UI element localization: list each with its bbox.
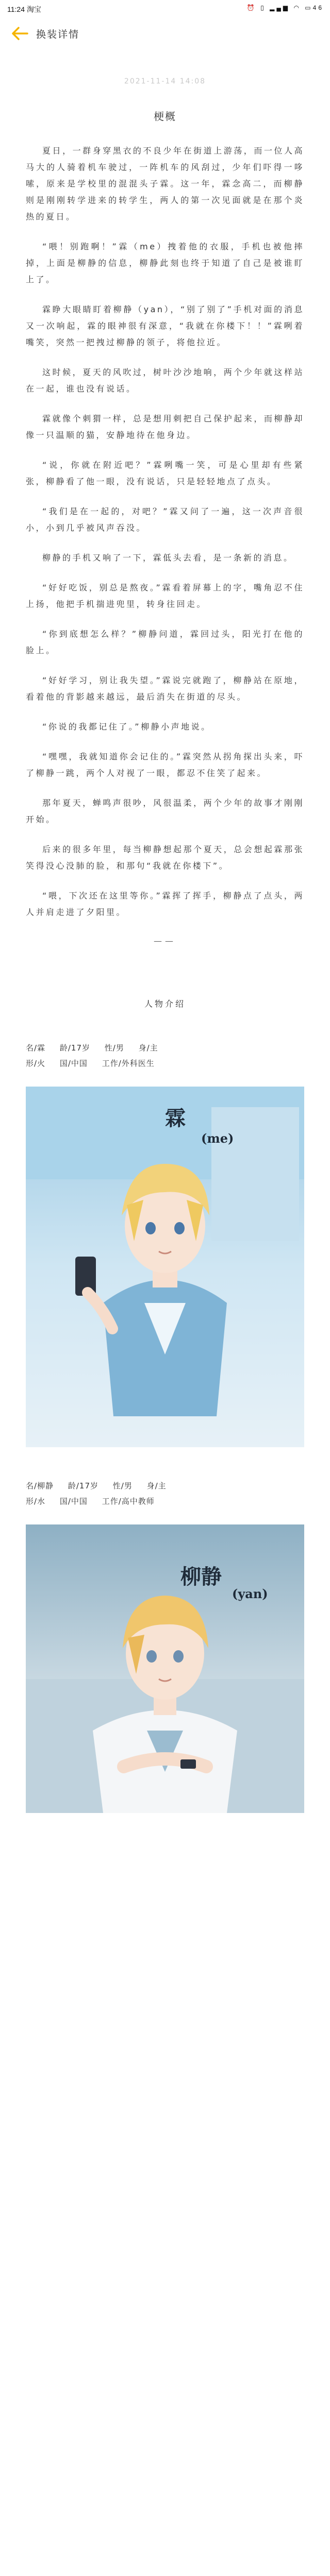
article-date: 2021-11-14 14:08 <box>124 77 206 86</box>
character-illustration <box>26 1087 304 1447</box>
character-portrait[interactable] <box>26 1087 304 1447</box>
status-icons <box>247 4 324 11</box>
page-title: 换装详情 <box>36 29 80 40</box>
paragraph: “你说的我都记住了。”柳静小声地说。 <box>42 722 211 732</box>
nav-bar <box>0 19 330 47</box>
character-art-name: 柳静 <box>180 1565 222 1589</box>
character-info <box>26 1040 304 1071</box>
character-detail-row: 形/水 国/中国 工作/高中教师 <box>26 1497 155 1506</box>
article-title: 梗概 <box>154 110 176 123</box>
back-arrow-icon[interactable] <box>11 26 29 41</box>
paragraph: “你到底想怎么样？”柳静问道，霖回过头，阳光打在他的脸上。 <box>26 629 304 655</box>
characters-heading: 人物介绍 <box>144 999 186 1009</box>
character-info <box>26 1478 304 1509</box>
paragraph: “喂，下次还在这里等你。”霖挥了挥手，柳静点了点头，两人并肩走进了夕阳里。 <box>26 891 304 917</box>
battery-icon: ▭46 <box>305 4 324 11</box>
status-time: 11:24 淘宝 <box>7 5 41 13</box>
signal-icon: ▂▄▆ <box>270 4 290 11</box>
paragraph: 那年夏天，蝉鸣声很吵，风很温柔，两个少年的故事才刚刚开始。 <box>26 798 304 824</box>
paragraph: 霖睁大眼睛盯着柳静（yan），“别了别了”手机对面的消息又一次响起，霖的眼神很有深意，“我就在你楼下！！”霖咧着嘴笑，突然一把拽过柳静的领子，将他拉近。 <box>26 304 304 347</box>
alarm-icon: ⏰ <box>246 4 257 11</box>
character-art-en: (yan) <box>232 1586 268 1601</box>
paragraph: “我们是在一起的，对吧？”霖又问了一遍，这一次声音很小，小到几乎被风声吞没。 <box>26 506 304 533</box>
paragraph: “喂！别跑啊！”霖（me）拽着他的衣服，手机也被他摔掉，上面是柳静的信息，柳静此刻也终于知道了自己是被谁盯上了。 <box>26 242 304 284</box>
status-bar <box>0 0 330 16</box>
character-name-row: 名/柳静 龄/17岁 性/男 身/主 <box>26 1481 167 1490</box>
paragraph: 后来的很多年里，每当柳静想起那个夏天，总会想起霖那张笑得没心没肺的脸，和那句“我就在你楼下”。 <box>26 844 304 871</box>
wifi-icon: ◠ <box>293 4 301 11</box>
paragraph: 这时候，夏天的风吹过，树叶沙沙地响，两个少年就这样站在一起，谁也没有说话。 <box>26 367 304 394</box>
paragraph: 夏日，一群身穿黑衣的不良少年在街道上游荡，而一位人高马大的人骑着机车驶过，一阵机车的风刮过，少年们吓得一哆嗦，原来是学校里的混混头子霖。这一年，霖念高二，而柳静则是刚刚转学进来的转学生，两人的第一次见面就是在那个炎热的夏日。 <box>26 146 304 222</box>
character-name-row: 名/霖 龄/17岁 性/男 身/主 <box>26 1043 158 1053</box>
paragraph: “嘿嘿，我就知道你会记住的。”霖突然从拐角探出头来，吓了柳静一跳，两个人对视了一眼，都忍不住笑了起来。 <box>26 752 304 778</box>
character-portrait[interactable] <box>26 1524 304 1813</box>
paragraph: 柳静的手机又响了一下，霖低头去看，是一条新的消息。 <box>42 553 294 563</box>
paragraph: 霖就像个刺猬一样，总是想用刺把自己保护起来，而柳静却像一只温顺的猫，安静地待在他身边。 <box>26 414 304 440</box>
paragraph: “好好吃饭，别总是熬夜。”霖看着屏幕上的字，嘴角忍不住上扬，他把手机揣进兜里，转身往回走。 <box>26 583 304 609</box>
paragraph: “好好学习，别让我失望。”霖说完就跑了，柳静站在原地，看着他的背影越来越远，最后消失在街道的尽头。 <box>26 675 304 702</box>
article-body <box>26 108 304 1844</box>
character-art-en: (me) <box>201 1131 234 1146</box>
vibrate-icon: ▯ <box>260 4 266 11</box>
end-mark: —— <box>154 936 176 946</box>
character-illustration <box>26 1524 304 1813</box>
character-art-name: 霖 <box>165 1106 186 1130</box>
paragraph: “说，你就在附近吧？”霖咧嘴一笑，可是心里却有些紧张，柳静看了他一眼，没有说话，只是轻轻地点了点头。 <box>26 460 304 486</box>
character-detail-row: 形/火 国/中国 工作/外科医生 <box>26 1059 155 1068</box>
